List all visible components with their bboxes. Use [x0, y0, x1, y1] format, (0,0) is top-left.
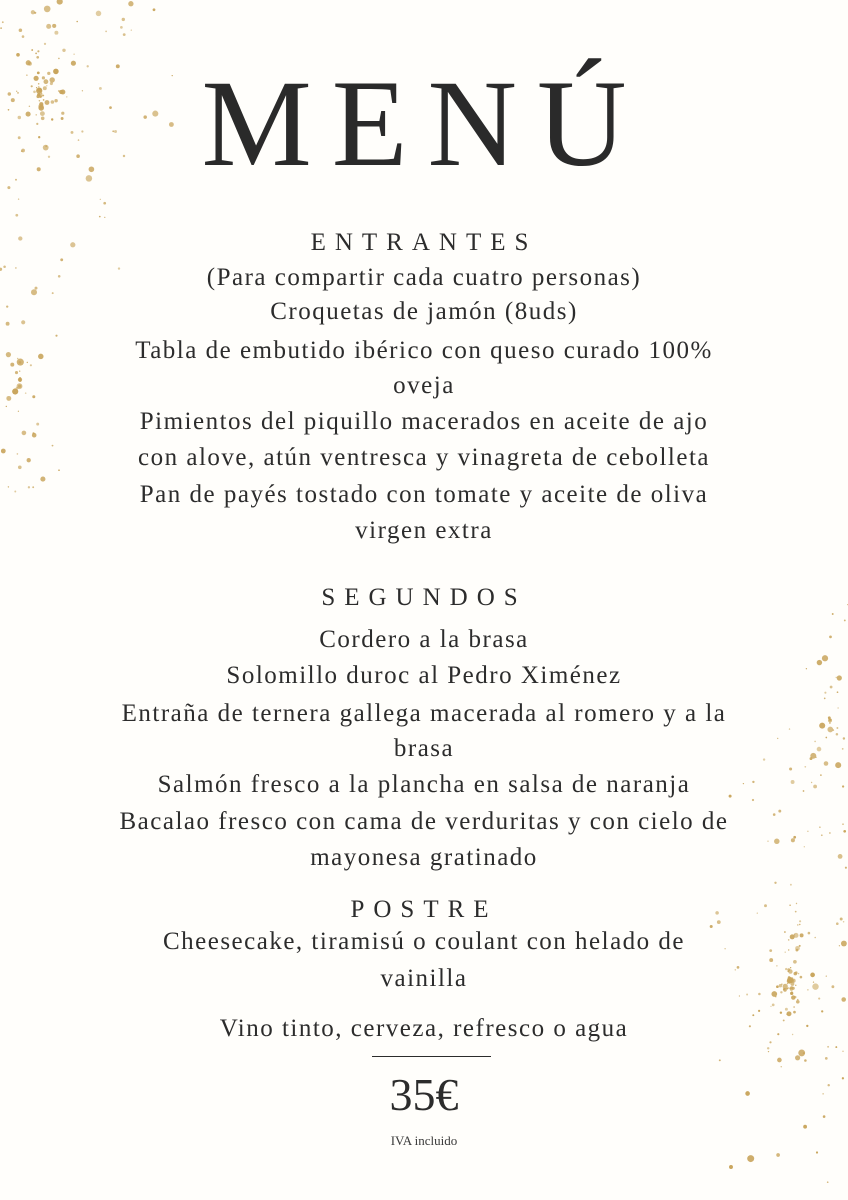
- entrantes-item: Pimientos del piquillo macerados en aceite de ajo: [139, 408, 709, 435]
- entrantes-note: (Para compartir cada cuatro personas): [206, 264, 642, 291]
- segundos-item: Entraña de ternera gallega macerada al romero y a la: [121, 700, 727, 727]
- entrantes-item: Pan de payés tostado con tomate y aceite de oliva: [139, 481, 709, 508]
- menu-title: MENÚ: [201, 55, 647, 192]
- entrantes-item: Tabla de embutido ibérico con queso curado 100%: [135, 337, 713, 364]
- price-divider: [372, 1056, 491, 1057]
- section-heading-entrantes: ENTRANTES: [310, 229, 538, 256]
- segundos-item: Bacalao fresco con cama de verduritas y con cielo de: [119, 808, 729, 835]
- segundos-item: mayonesa gratinado: [310, 844, 538, 871]
- entrantes-item: con alove, atún ventresca y vinagreta de cebolleta: [138, 444, 710, 471]
- section-heading-segundos: SEGUNDOS: [321, 584, 527, 611]
- tax-note: IVA incluido: [390, 1133, 458, 1148]
- postre-item: vainilla: [380, 965, 468, 992]
- entrantes-item: Croquetas de jamón (8uds): [270, 298, 578, 325]
- entrantes-item: oveja: [393, 372, 455, 399]
- section-heading-postre: POSTRE: [350, 896, 498, 923]
- segundos-item: Solomillo duroc al Pedro Ximénez: [226, 662, 622, 689]
- segundos-item: Salmón fresco a la plancha en salsa de naranja: [157, 771, 691, 798]
- drinks-line: Vino tinto, cerveza, refresco o agua: [219, 1015, 629, 1042]
- segundos-item: brasa: [393, 735, 455, 762]
- entrantes-item: virgen extra: [355, 517, 493, 544]
- segundos-item: Cordero a la brasa: [319, 626, 529, 653]
- price: 35€: [389, 1069, 459, 1120]
- postre-item: Cheesecake, tiramisú o coulant con helado de: [162, 928, 686, 955]
